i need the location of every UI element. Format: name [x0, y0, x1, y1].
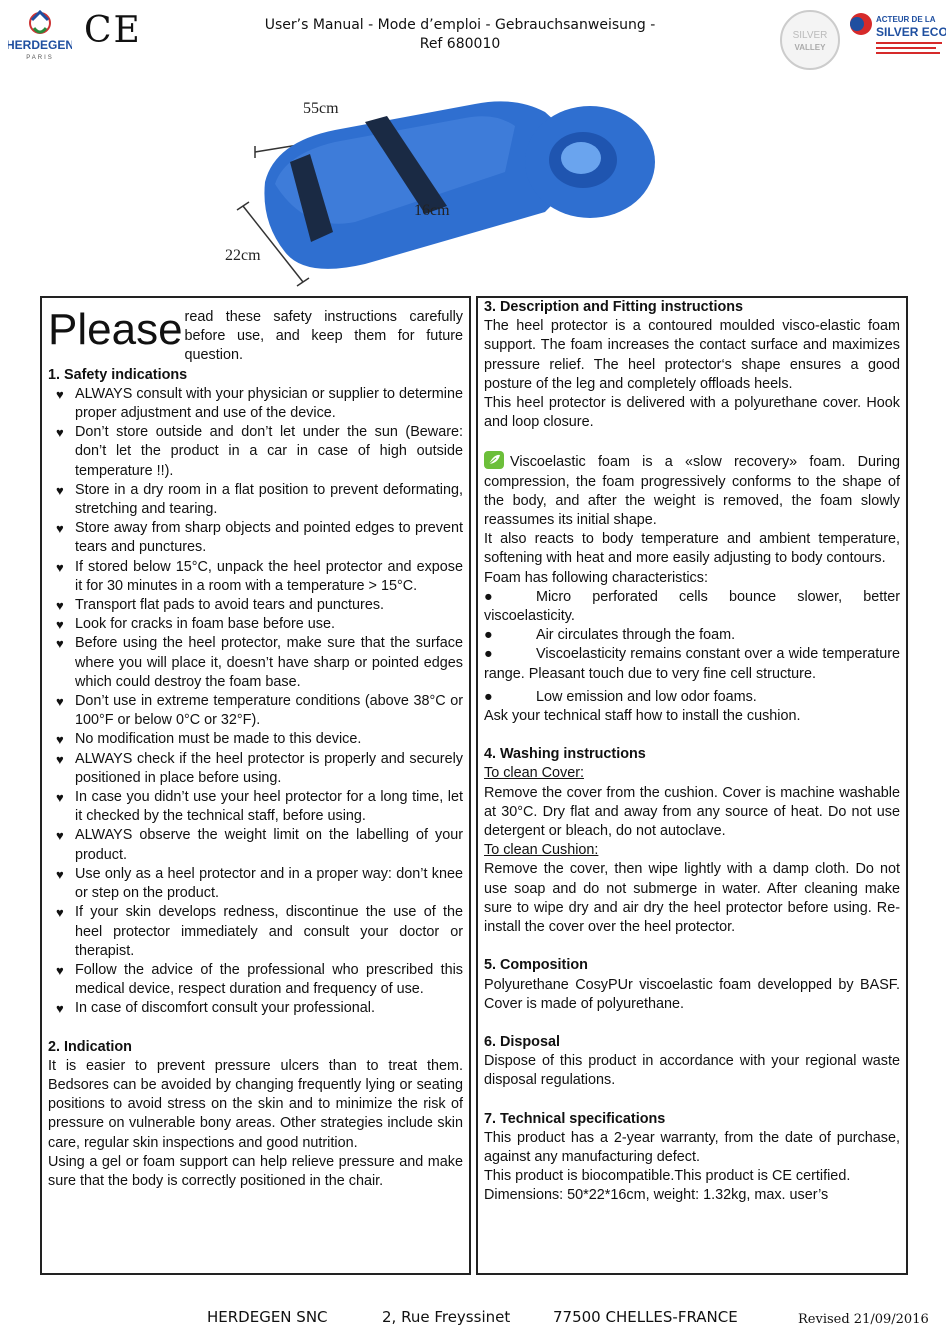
viscoelastic-paragraph-3: Foam has following characteristics:	[484, 569, 708, 586]
specifications-paragraph-1: This product has a 2-year warranty, from the date of purchase, against any manufacturing defect.	[484, 1129, 900, 1165]
specifications-heading: 7. Technical specifications	[484, 1110, 666, 1127]
title-line-2: Ref 680010	[419, 36, 501, 52]
description-paragraph-2: This heel protector is delivered with a polyurethane cover. Hook and loop closure.	[484, 395, 900, 431]
indication-heading: 2. Indication	[48, 1038, 132, 1055]
footer-city: 77500 CHELLES-FRANCE	[553, 1308, 738, 1326]
washing-heading: 4. Washing instructions	[484, 746, 646, 763]
composition-text: Polyurethane CosyPUr viscoelastic foam developped by BASF. Cover is made of polyurethane.	[484, 976, 900, 1012]
composition-heading: 5. Composition	[484, 957, 588, 974]
characteristic-item: ● Viscoelasticity remains constant over a wide temperature range. Pleasant touch due to very fine cell structure.	[484, 646, 900, 682]
safety-item: ♥ In case of discomfort consult your professional.	[48, 999, 463, 1018]
description-heading: 3. Description and Fitting instructions	[484, 299, 744, 315]
dimension-height-label: 16cm	[414, 202, 450, 219]
ce-mark: CE	[84, 10, 142, 51]
intro-text: read these safety instructions carefully before use, and keep them for future question.	[184, 309, 463, 364]
specifications-paragraph-3: Dimensions: 50*22*16cm, weight: 1.32kg, max. user’s	[484, 1187, 829, 1204]
viscoelastic-paragraph-2: It also reacts to body temperature and ambient temperature, softening with heat and more easily adjusting to body contours.	[484, 531, 900, 567]
description-paragraph-1: The heel protector is a contoured moulded visco-elastic foam support. The foam increases the contact surface and maximizes pressure relief. The heel protector‘s shape ensures a good posture of the leg and completely offloads heels.	[484, 318, 900, 392]
safety-item: ♥ Store in a dry room in a flat position to prevent deformating, stretching and tearing.	[48, 481, 463, 519]
viscoelastic-text-1: Viscoelastic foam is a «slow recovery» foam. During compression, the foam progressively conforms to the shape of the body, and after the weight is removed, the foam slowly reassumes its initial shape.	[484, 454, 900, 529]
safety-item: ♥ ALWAYS check if the heel protector is properly and securely positioned in place before using.	[48, 750, 463, 788]
viscoelastic-paragraph-1	[484, 451, 900, 530]
characteristic-text: Micro perforated cells bounce slower, better viscoelasticity.	[484, 588, 900, 625]
silver-eco-line1: ACTEUR DE LA	[876, 15, 936, 24]
viscoelastic-paragraph-4: Ask your technical staff how to install the cushion.	[484, 708, 801, 725]
specifications-paragraph-2: This product is biocompatible.This product is CE certified.	[484, 1168, 851, 1185]
characteristic-item: ● Micro perforated cells bounce slower, better viscoelasticity.	[484, 588, 900, 625]
indication-paragraph-2: Using a gel or foam support can help relieve pressure and make sure that the body is correctly positioned in the chair.	[48, 1153, 463, 1189]
safety-item: ♥ ALWAYS consult with your physician or supplier to determine proper adjustment and use of the device.	[48, 385, 463, 423]
characteristic-item: ● Low emission and low odor foams.	[484, 688, 757, 705]
characteristic-text: Viscoelasticity remains constant over a wide temperature range. Pleasant touch due to very fine cell structure.	[484, 646, 900, 682]
title-line-1: User’s Manual - Mode d’emploi - Gebrauchsanweisung -	[264, 17, 656, 33]
characteristic-text: Air circulates through the foam.	[536, 627, 736, 644]
safety-item: ♥ Use only as a heel protector and in a proper way: don’t knee or step on the product.	[48, 865, 463, 903]
herdegen-logo	[8, 6, 72, 62]
silver-eco-line2: SILVER ECO	[876, 25, 946, 39]
footer-address: 2, Rue Freyssinet	[382, 1308, 511, 1326]
clean-cover-label: To clean Cover:	[484, 765, 584, 782]
safety-item: ♥ Before using the heel protector, make sure that the surface where you will place it, doesn’t have sharp or pointed edges which could destroy the foam base.	[48, 634, 463, 692]
product-image	[215, 82, 655, 297]
leaf-icon	[484, 451, 504, 469]
safety-item: ♥ Follow the advice of the professional who prescribed this medical device, respect duration and frequency of use.	[48, 961, 463, 999]
left-column	[40, 296, 471, 1275]
safety-item: ♥ Don’t use in extreme temperature conditions (above 38°C or 100°F or below 0°C or 32°F).	[48, 692, 463, 730]
silver-valley-line2: VALLEY	[794, 43, 826, 52]
herdegen-logo-sub: PARIS	[26, 55, 54, 61]
safety-item: ♥ Look for cracks in foam base before use.	[48, 615, 463, 634]
intro-paragraph	[48, 305, 463, 366]
document-title	[230, 16, 690, 54]
characteristic-item: ● Air circulates through the foam.	[484, 627, 736, 644]
dimension-width-label: 22cm	[225, 247, 261, 264]
safety-item: ♥ ALWAYS observe the weight limit on the labelling of your product.	[48, 826, 463, 864]
intro-big-word: Please	[48, 305, 183, 354]
safety-item: ♥ Don’t store outside and don’t let under the sun (Beware: don’t let the product in a car in case of high outside temperature !!).	[48, 423, 463, 481]
right-column	[476, 296, 908, 1275]
clean-cushion-label: To clean Cushion:	[484, 842, 599, 859]
silver-valley-logo	[778, 8, 842, 72]
safety-heading: 1. Safety indications	[48, 366, 188, 383]
safety-item: ♥ No modification must be made to this device.	[48, 730, 463, 749]
disposal-heading: 6. Disposal	[484, 1033, 560, 1050]
silver-valley-line1: SILVER	[792, 30, 828, 41]
footer-revised: Revised 21/09/2016	[798, 1312, 929, 1327]
safety-item: ♥ Store away from sharp objects and pointed edges to prevent tears and punctures.	[48, 519, 463, 557]
safety-list	[48, 385, 463, 1019]
footer-company: HERDEGEN SNC	[207, 1308, 328, 1326]
safety-item: ♥ Transport flat pads to avoid tears and punctures.	[48, 596, 463, 615]
indication-paragraph-1: It is easier to prevent pressure ulcers than to treat them. Bedsores can be avoided by changing frequently lying or seating positions to avoid stress on the skin and to minimize the risk of pressure on vulnerable bony areas. Other strategies include skin care, regular skin inspections and good nutrition.	[48, 1057, 463, 1151]
safety-item: ♥ If your skin develops redness, discontinue the use of the heel protector immediately and consult your doctor or therapist.	[48, 903, 463, 961]
characteristic-text: Low emission and low odor foams.	[536, 688, 757, 705]
safety-item: ♥ In case you didn’t use your heel protector for a long time, let it checked by the technical staff, before using.	[48, 788, 463, 826]
clean-cushion-text: Remove the cover, then wipe lightly with a damp cloth. Do not use soap and do not submerge in water. After cleaning make sure to wipe dry and air dry the heel protector before using. Re-install the cover over the heel protector.	[484, 861, 900, 936]
silver-eco-logo	[846, 10, 946, 66]
footer	[0, 1308, 950, 1332]
disposal-text: Dispose of this product in accordance with your regional waste disposal regulations.	[484, 1053, 900, 1089]
safety-item: ♥ If stored below 15°C, unpack the heel protector and expose it for 30 minutes in a room with a temperature > 15°C.	[48, 558, 463, 596]
herdegen-logo-text: HERDEGEN	[8, 38, 72, 52]
dimension-length-label: 55cm	[303, 100, 339, 117]
clean-cover-text: Remove the cover from the cushion. Cover is machine washable at 30°C. Dry flat and away from any source of heat. Do not use detergent or bleach, do not autoclave.	[484, 784, 900, 840]
